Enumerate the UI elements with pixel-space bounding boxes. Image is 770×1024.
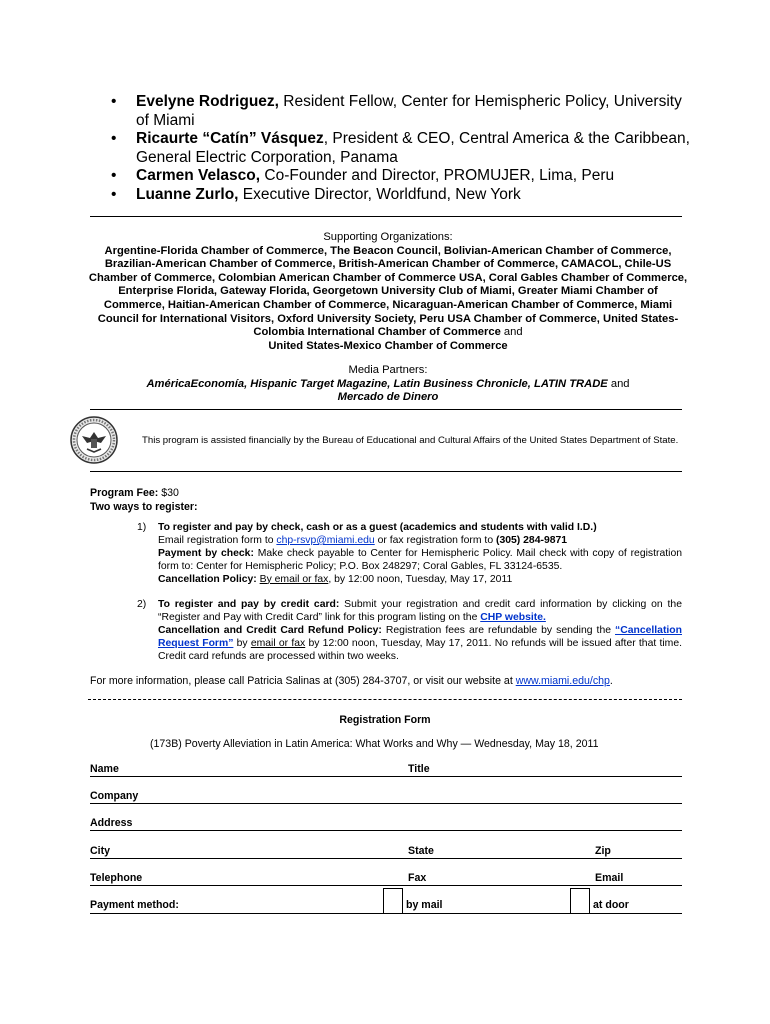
city-label: City bbox=[90, 845, 111, 857]
divider bbox=[90, 409, 682, 410]
address-field[interactable] bbox=[90, 830, 682, 831]
bullet-icon: • bbox=[111, 130, 117, 147]
at-door-label: at door bbox=[593, 899, 629, 911]
email-label: Email bbox=[595, 872, 624, 884]
registration-option-check: 1) To register and pay by check, cash or as a guest (academics and students with valid I.D.) Email registration form to chp-rsvp@miami.edu or fax registration form to (305) 284-9871 Payment by check: Make check payable to Center for Hemispheric Policy. Mail check with copy of registration form to: Center for Hemispheric Policy; P.O. Box 248297; Coral Gables, FL 33124-6535. Cancellation Policy: By email or fax, by 12:00 noon, Tuesday, May 17, 2011 bbox=[137, 522, 682, 585]
by-mail-label: by mail bbox=[406, 899, 443, 911]
cut-line bbox=[88, 699, 682, 700]
zip-label: Zip bbox=[595, 845, 611, 857]
media-partners bbox=[88, 364, 688, 405]
name-field[interactable] bbox=[90, 776, 682, 777]
city-field[interactable] bbox=[90, 858, 682, 859]
state-label: State bbox=[408, 845, 434, 857]
supporting-heading: Supporting Organizations: bbox=[323, 231, 453, 243]
speaker-list bbox=[108, 93, 693, 204]
program-fee: Program Fee: $30 Two ways to register: bbox=[90, 487, 198, 513]
title-label: Title bbox=[408, 763, 430, 775]
payment-field bbox=[90, 913, 682, 914]
bullet-icon: • bbox=[111, 93, 117, 110]
supporting-list: Argentine-Florida Chamber of Commerce, The Beacon Council, Bolivian-American Chamber of Commerce, Brazilian-American Chamber of Commerce, British-American Chamber of Commerce, CAMACOL, Chile-US Chamber of Commerce, Colombian American Chamber of Commerce USA, Coral Gables Chamber of Commerce, Enterprise Florida, Gateway Florida, Georgetown University Club of Miami, Greater Miami Chamber of Commerce, Haitian-American Chamber of Commerce, Nicaraguan-American Chamber of Commerce, Miami Council for International Visitors, Oxford University Society, Peru USA Chamber of Commerce, United States-Colombia International Chamber of Commerce and United States-Mexico Chamber of Commerce bbox=[88, 244, 688, 352]
registration-form-title: Registration Form bbox=[339, 714, 431, 726]
us-state-department-seal-icon bbox=[70, 416, 118, 464]
list-item: • Carmen Velasco, Co-Founder and Director, PROMUJER, Lima, Peru bbox=[111, 167, 615, 184]
company-label: Company bbox=[90, 790, 139, 802]
fax-label: Fax bbox=[408, 872, 427, 884]
telephone-field[interactable] bbox=[90, 885, 682, 886]
by-mail-checkbox[interactable] bbox=[383, 888, 403, 914]
bullet-icon: • bbox=[111, 167, 117, 184]
address-label: Address bbox=[90, 817, 133, 829]
company-field[interactable] bbox=[90, 803, 682, 804]
supporting-organizations bbox=[88, 231, 688, 353]
funding-notice: This program is assisted financially by the Bureau of Educational and Cultural Affairs of the United States Department of State. bbox=[142, 435, 679, 446]
divider bbox=[90, 216, 682, 217]
divider bbox=[90, 471, 682, 472]
list-item: • Ricaurte “Catín” Vásquez, President & CEO, Central America & the Caribbean, General Electric Corporation, Panama bbox=[111, 130, 690, 166]
bullet-icon: • bbox=[111, 185, 117, 203]
session-info: (173B) Poverty Alleviation in Latin America: What Works and Why — Wednesday, May 18, 2011 bbox=[150, 738, 599, 750]
at-door-checkbox[interactable] bbox=[570, 888, 590, 914]
media-list: AméricaEconomía, Hispanic Target Magazine, Latin Business Chronicle, LATIN TRADE and Mercado de Dinero bbox=[146, 377, 630, 404]
list-item: • Luanne Zurlo, Executive Director, Worldfund, New York bbox=[111, 185, 521, 203]
media-heading: Media Partners: bbox=[348, 364, 428, 376]
more-info: For more information, please call Patricia Salinas at (305) 284-3707, or visit our website at www.miami.edu/chp. bbox=[90, 675, 613, 687]
registration-option-card: 2) To register and pay by credit card: Submit your registration and credit card information by clicking on the “Register and Pay with Credit Card” link for this program listing on the CHP website. Cancellation and Credit Card Refund Policy: Registration fees are refundable by sending the “Cancellation Request Form” by email or fax by 12:00 noon, Tuesday, May 17, 2011. No refunds will be issued after that time. Credit card refunds are processed within two weeks. bbox=[137, 599, 682, 662]
payment-method-label: Payment method: bbox=[90, 899, 179, 911]
email-link[interactable]: chp-rsvp@miami.edu bbox=[276, 534, 375, 546]
website-link[interactable]: www.miami.edu/chp bbox=[515, 675, 610, 687]
list-item: • Evelyne Rodriguez, Resident Fellow, Center for Hemispheric Policy, University of Miami bbox=[111, 93, 682, 129]
chp-website-link[interactable]: CHP website. bbox=[480, 611, 546, 623]
telephone-label: Telephone bbox=[90, 872, 143, 884]
name-label: Name bbox=[90, 763, 119, 775]
cancellation-form-link[interactable]: “Cancellation Request Form” bbox=[158, 624, 682, 649]
